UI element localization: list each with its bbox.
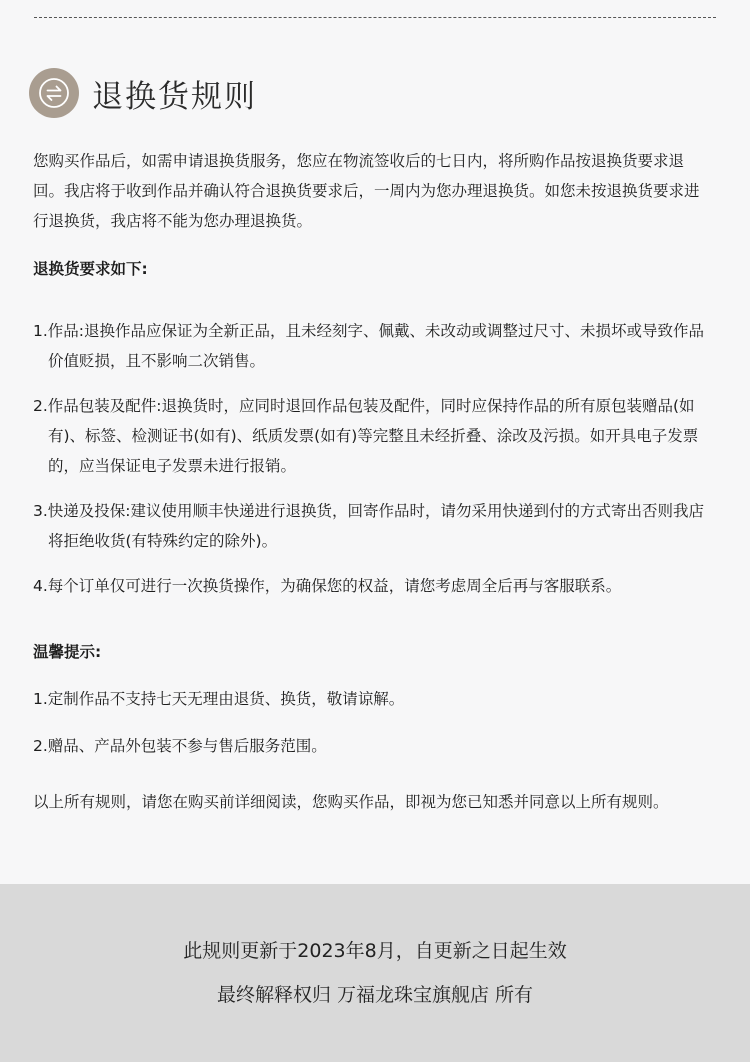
footer-ownership-note: 最终解释权归 万福龙珠宝旗舰店 所有: [216, 984, 534, 1006]
requirement-item-2: 2.作品包装及配件:退换货时，应同时退回作品包装及配件，同时应保持作品的所有原包装赠品(如有)、标签、检测证书(如有)、纸质发票(如有)等完整且未经折叠、涂改及污损。如开具电子发票的，应当保证电子发票未进行报销。: [33, 397, 699, 475]
requirements-title: 退换货要求如下:: [33, 260, 148, 278]
footer-update-note: 此规则更新于2023年8月，自更新之日起生效: [183, 940, 567, 962]
requirement-item-3: 3.快递及投保:建议使用顺丰快递进行退换货，回寄作品时，请勿采用快递到付的方式寄出否则我店将拒绝收货(有特殊约定的除外)。: [33, 502, 705, 550]
intro-paragraph: 您购买作品后，如需申请退换货服务，您应在物流签收后的七日内，将所购作品按退换货要求退回。我店将于收到作品并确认符合退换货要求后，一周内为您办理退换货。如您未按退换货要求进行退换货，我店将不能为您办理退换货。: [33, 152, 700, 230]
tip-item-1: 1.定制作品不支持七天无理由退货、换货，敬请谅解。: [33, 690, 405, 708]
page-title: 退换货规则: [92, 78, 257, 115]
requirement-item-4: 4.每个订单仅可进行一次换货操作，为确保您的权益，请您考虑周全后再与客服联系。: [33, 577, 622, 595]
requirement-item-1: 1.作品:退换作品应保证为全新正品，且未经刻字、佩戴、未改动或调整过尺寸、未损坏或导致作品价值贬损，且不影响二次销售。: [33, 322, 705, 370]
rules-content: [33, 146, 705, 817]
section-header: [29, 68, 257, 118]
tip-item-2: 2.赠品、产品外包装不参与售后服务范围。: [33, 737, 327, 755]
closing-paragraph: 以上所有规则，请您在购买前详细阅读，您购买作品，即视为您已知悉并同意以上所有规则。: [33, 793, 669, 811]
dashed-divider: [34, 17, 716, 18]
footer-panel: [0, 884, 750, 1062]
tips-list: [33, 684, 705, 761]
requirements-list: [33, 316, 705, 601]
exchange-arrows-icon: [29, 68, 79, 118]
tips-title: 温馨提示:: [33, 643, 102, 661]
